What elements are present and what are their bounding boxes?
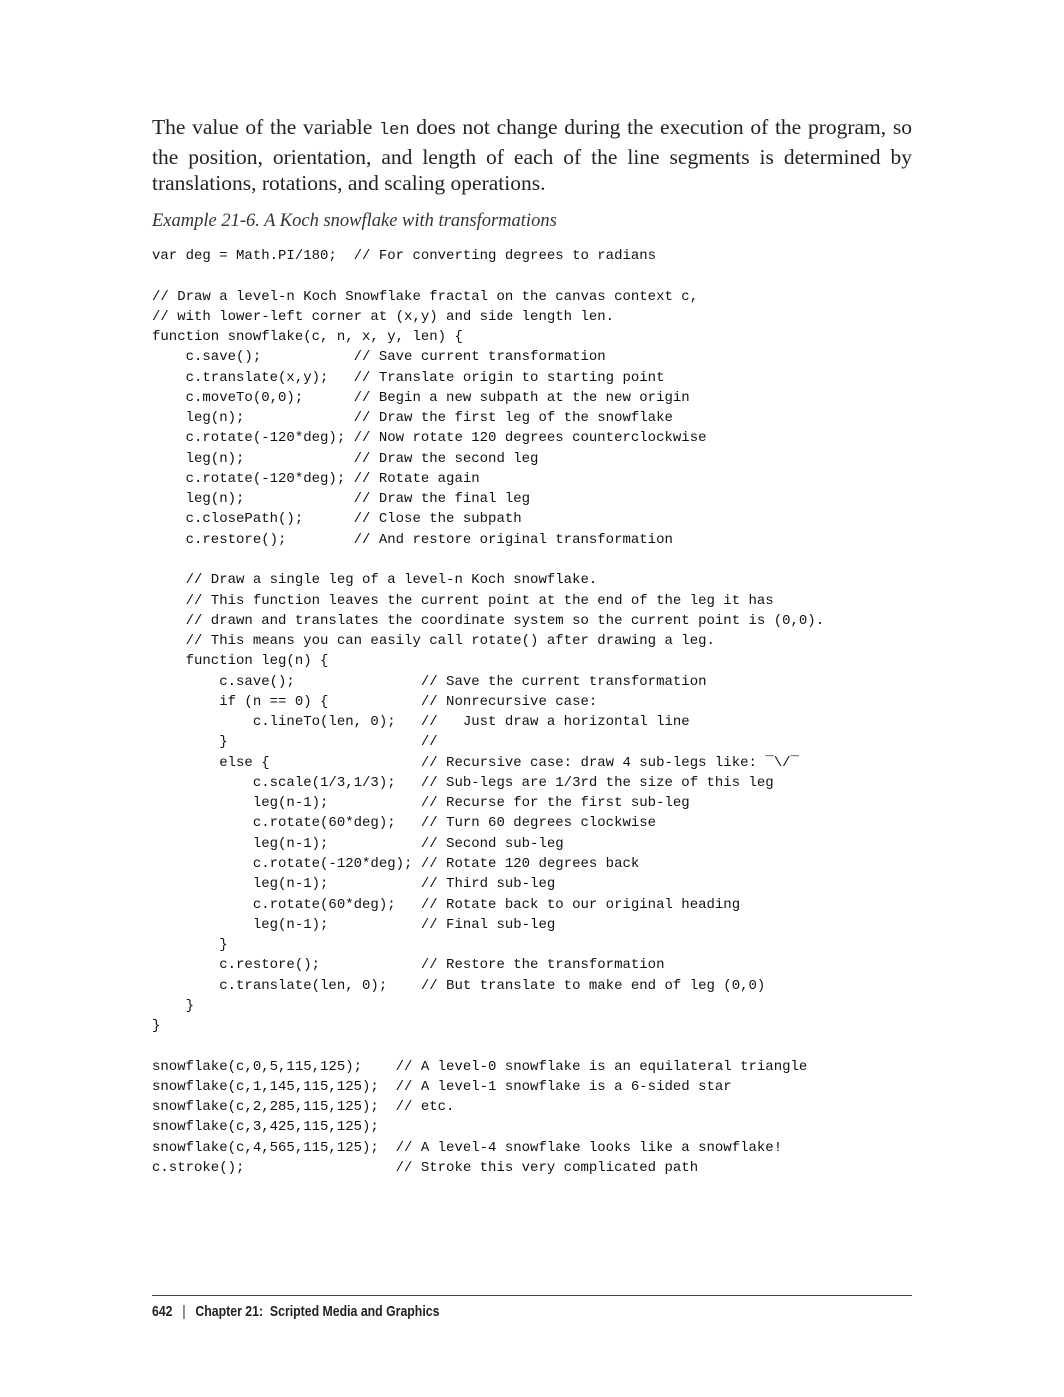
code-line: } bbox=[152, 937, 228, 954]
paragraph-text-before: The value of the variable bbox=[152, 115, 379, 139]
code-line: // with lower-left corner at (x,y) and side length len. bbox=[152, 308, 615, 325]
code-line: c.scale(1/3,1/3); // Sub-legs are 1/3rd the size of this leg bbox=[152, 774, 774, 791]
code-line: c.rotate(-120*deg); // Rotate 120 degrees back bbox=[152, 855, 640, 872]
inline-code-len: len bbox=[378, 121, 410, 140]
body-paragraph bbox=[152, 114, 912, 196]
code-line: c.translate(len, 0); // But translate to make end of leg (0,0) bbox=[152, 977, 766, 994]
code-line: var deg = Math.PI/180; // For converting degrees to radians bbox=[152, 248, 657, 264]
footer-divider bbox=[152, 1295, 912, 1296]
code-line: c.rotate(-120*deg); // Now rotate 120 degrees counterclockwise bbox=[152, 430, 707, 447]
code-line: leg(n-1); // Third sub-leg bbox=[152, 876, 556, 893]
code-line: // drawn and translates the coordinate system so the current point is (0,0). bbox=[152, 612, 825, 629]
code-line: else { // Recursive case: draw 4 sub-legs like: ‾\/‾ bbox=[152, 754, 799, 771]
code-line: c.rotate(-120*deg); // Rotate again bbox=[152, 470, 480, 487]
code-line: } bbox=[152, 1018, 161, 1035]
code-line: function leg(n) { bbox=[152, 653, 329, 670]
code-listing bbox=[152, 246, 824, 1178]
code-line: } bbox=[152, 997, 195, 1014]
code-line bbox=[152, 550, 824, 570]
footer-separator: | bbox=[182, 1303, 186, 1320]
code-line: leg(n-1); // Recurse for the first sub-leg bbox=[152, 795, 690, 812]
code-line: c.rotate(60*deg); // Rotate back to our original heading bbox=[152, 896, 741, 913]
code-line: // Draw a level-n Koch Snowflake fractal on the canvas context c, bbox=[152, 288, 699, 305]
code-line: snowflake(c,0,5,115,125); // A level-0 snowflake is an equilateral triangle bbox=[152, 1058, 808, 1075]
code-line: c.restore(); // Restore the transformation bbox=[152, 957, 665, 974]
code-line: if (n == 0) { // Nonrecursive case: bbox=[152, 693, 598, 710]
code-line bbox=[152, 266, 824, 286]
code-line: leg(n); // Draw the final leg bbox=[152, 491, 531, 508]
code-line: function snowflake(c, n, x, y, len) { bbox=[152, 329, 463, 346]
code-line: c.restore(); // And restore original transformation bbox=[152, 531, 673, 548]
code-line: leg(n-1); // Second sub-leg bbox=[152, 835, 564, 852]
example-caption: Example 21-6. A Koch snowflake with transformations bbox=[152, 211, 557, 231]
code-line: leg(n); // Draw the second leg bbox=[152, 450, 539, 467]
code-line: c.closePath(); // Close the subpath bbox=[152, 511, 522, 528]
paragraph-text-after: does not change during the execution of the program, so the position, orientation, and length of each of the line segments is determined by translations, rotations, and scaling operations. bbox=[152, 115, 912, 195]
page-number: 642 bbox=[152, 1303, 173, 1320]
code-line: snowflake(c,1,145,115,125); // A level-1 snowflake is a 6-sided star bbox=[152, 1078, 732, 1095]
code-line: c.moveTo(0,0); // Begin a new subpath at the new origin bbox=[152, 389, 690, 406]
code-line: c.lineTo(len, 0); // Just draw a horizontal line bbox=[152, 714, 690, 731]
code-line: c.translate(x,y); // Translate origin to starting point bbox=[152, 369, 665, 386]
code-line: // This function leaves the current point at the end of the leg it has bbox=[152, 592, 774, 609]
code-line: c.save(); // Save current transformation bbox=[152, 349, 606, 366]
code-line: c.stroke(); // Stroke this very complicated path bbox=[152, 1159, 699, 1176]
code-line bbox=[152, 1036, 824, 1056]
code-line: // Draw a single leg of a level-n Koch snowflake. bbox=[152, 572, 598, 589]
code-line: leg(n); // Draw the first leg of the snowflake bbox=[152, 410, 673, 427]
code-line: leg(n-1); // Final sub-leg bbox=[152, 916, 556, 933]
code-line: } // bbox=[152, 734, 438, 751]
code-line: c.rotate(60*deg); // Turn 60 degrees clockwise bbox=[152, 815, 657, 832]
code-line: c.save(); // Save the current transformation bbox=[152, 673, 707, 690]
code-line: snowflake(c,3,425,115,125); bbox=[152, 1119, 379, 1136]
page-footer bbox=[152, 1303, 439, 1320]
code-line: // This means you can easily call rotate() after drawing a leg. bbox=[152, 633, 715, 650]
code-line: snowflake(c,4,565,115,125); // A level-4 snowflake looks like a snowflake! bbox=[152, 1139, 783, 1156]
code-line: snowflake(c,2,285,115,125); // etc. bbox=[152, 1099, 455, 1116]
chapter-title: Chapter 21: Scripted Media and Graphics bbox=[195, 1303, 440, 1320]
